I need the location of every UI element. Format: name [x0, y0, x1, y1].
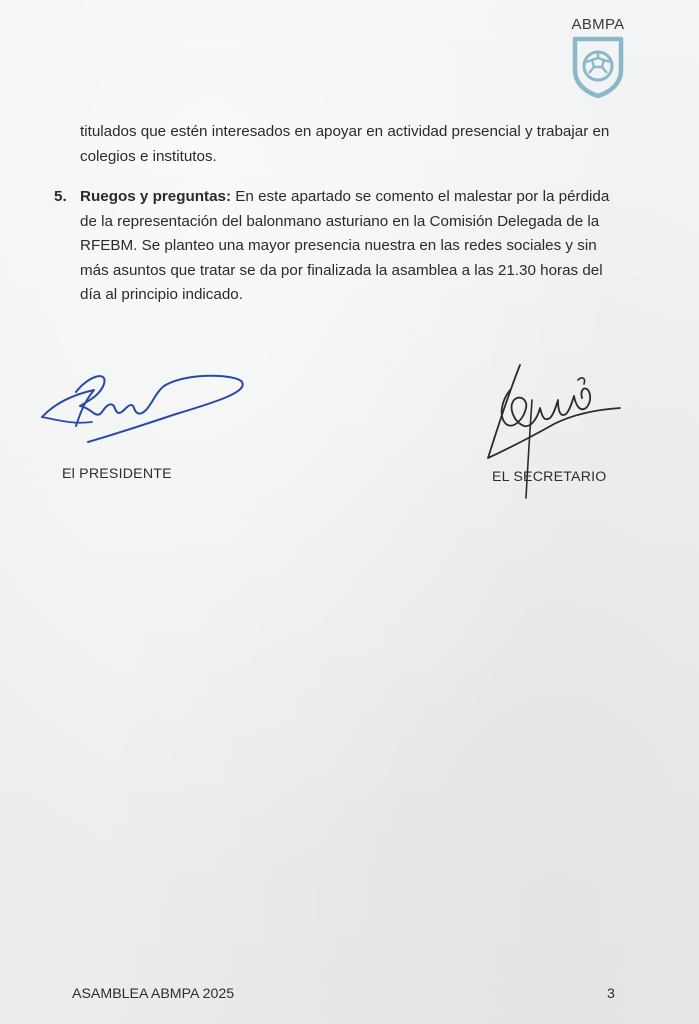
- paragraph-continuation: titulados que estén interesados en apoyar en actividad presencial y trabajar en colegios e institutos.: [80, 123, 610, 165]
- handball-shield-icon: [572, 36, 624, 98]
- item-text: En este apartado se comento el malestar por la pérdida de la representación del balonmano asturiano en la Comisión Delegada de la RFEBM. Se planteo una mayor presencia nuestra en las redes sociales y sin más asuntos que tratar se da por finalizada la asamblea a las 21.30 horas del día al principio indicado.: [80, 188, 610, 303]
- secretary-label: EL SECRETARIO: [492, 469, 607, 485]
- president-label: El PRESIDENTE: [62, 466, 172, 482]
- abmpa-logo: [566, 16, 630, 98]
- item-body: [80, 185, 620, 308]
- footer-title: ASAMBLEA ABMPA 2025: [72, 986, 235, 1002]
- item-lead: Ruegos y preguntas:: [80, 188, 232, 205]
- logo-text: ABMPA: [571, 16, 625, 33]
- president-signature: [36, 362, 251, 457]
- page-number: 3: [607, 986, 615, 1002]
- item-number: 5.: [54, 188, 67, 205]
- agenda-item-5: [50, 185, 620, 308]
